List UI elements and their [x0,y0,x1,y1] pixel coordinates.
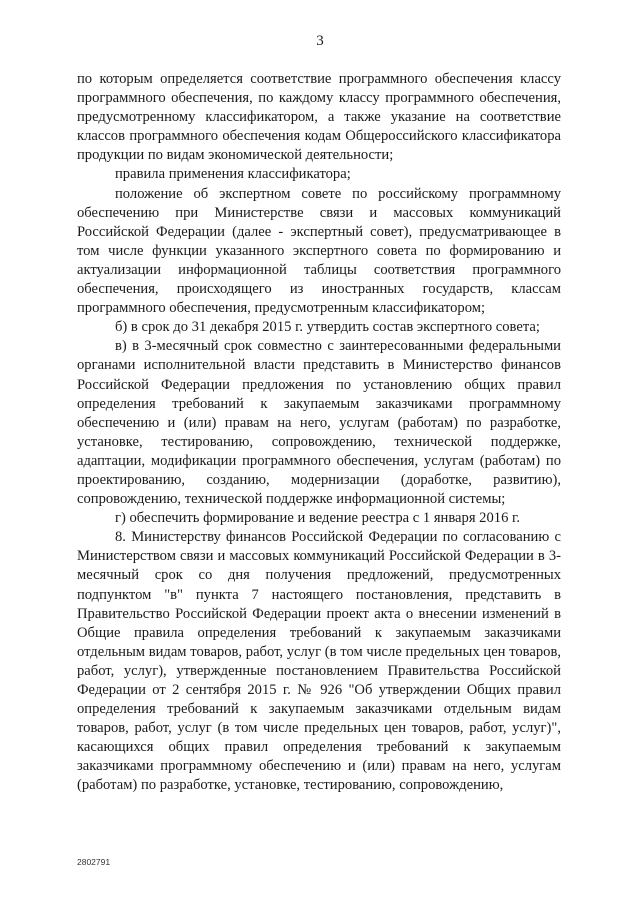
paragraph-item-v: в) в 3-месячный срок совместно с заинтересованными федеральными органами исполнительной власти представить в Министерство финансов Российской Федерации предложения по установлению общих правил определения требований к закупаемым заказчиками программному обеспечению и (или) правам на него, услугам (работам) по разработке, установке, тестированию, сопровождению, технической поддержке, адаптации, модификации программного обеспечения, услугам (работам) по проектированию, созданию, модернизации (доработке, развитию), сопровождению, технической поддержке информационной системы; [77,338,561,508]
paragraph-expert-council-regulation: положение об экспертном совете по российскому программному обеспечению при Министерстве связи и массовых коммуникаций Российской Федерации (далее - экспертный совет), предусматривающее в том числе функции указанного экспертного совета по формированию и актуализации информационной таблицы соответствия программного обеспечения, происходящего из иностранных государств, классам программного обеспечения, предусмотренным классификатором; [77,185,561,317]
page-number: 3 [316,33,324,49]
paragraph-point-8: 8. Министерству финансов Российской Федерации по согласованию с Министерством связи и массовых коммуникаций Российской Федерации в 3-месячный срок со дня получения предложений, предусмотренных подпунктом "в" пункта 7 настоящего постановления, представить в Правительство Российской Федерации проект акта о внесении изменений в Общие правила определения требований к закупаемым заказчиками отдельным видам товаров, работ, услуг (в том числе предельных цен товаров, работ, услуг), утвержденные постановлением Правительства Российской Федерации от 2 сентября 2015 г. № 926 "Об утверждении Общих правил определения требований к закупаемым заказчиками отдельным видам товаров, работ, услуг (в том числе предельных цен товаров, работ, услуг)", касающихся общих правил определения требований к закупаемым заказчиками программному обеспечению и (или) правам на него, услугам (работам) по разработке, установке, тестированию, сопровождению, [77,529,561,794]
paragraph-item-g: г) обеспечить формирование и ведение реестра с 1 января 2016 г. [115,510,521,527]
paragraph-classifier-rules: правила применения классификатора; [115,166,351,183]
paragraph-item-b: б) в срок до 31 декабря 2015 г. утвердить состав экспертного совета; [115,319,540,336]
document-body [77,70,561,796]
document-id: 2802791 [77,857,111,867]
paragraph-classifier-criteria: по которым определяется соответствие программного обеспечения классу программного обеспечения, по каждому классу программного обеспечения, предусмотренному классификатором, а также указание на соответствие классов программного обеспечения кодам Общероссийского классификатора продукции по видам экономической деятельности; [77,71,561,164]
